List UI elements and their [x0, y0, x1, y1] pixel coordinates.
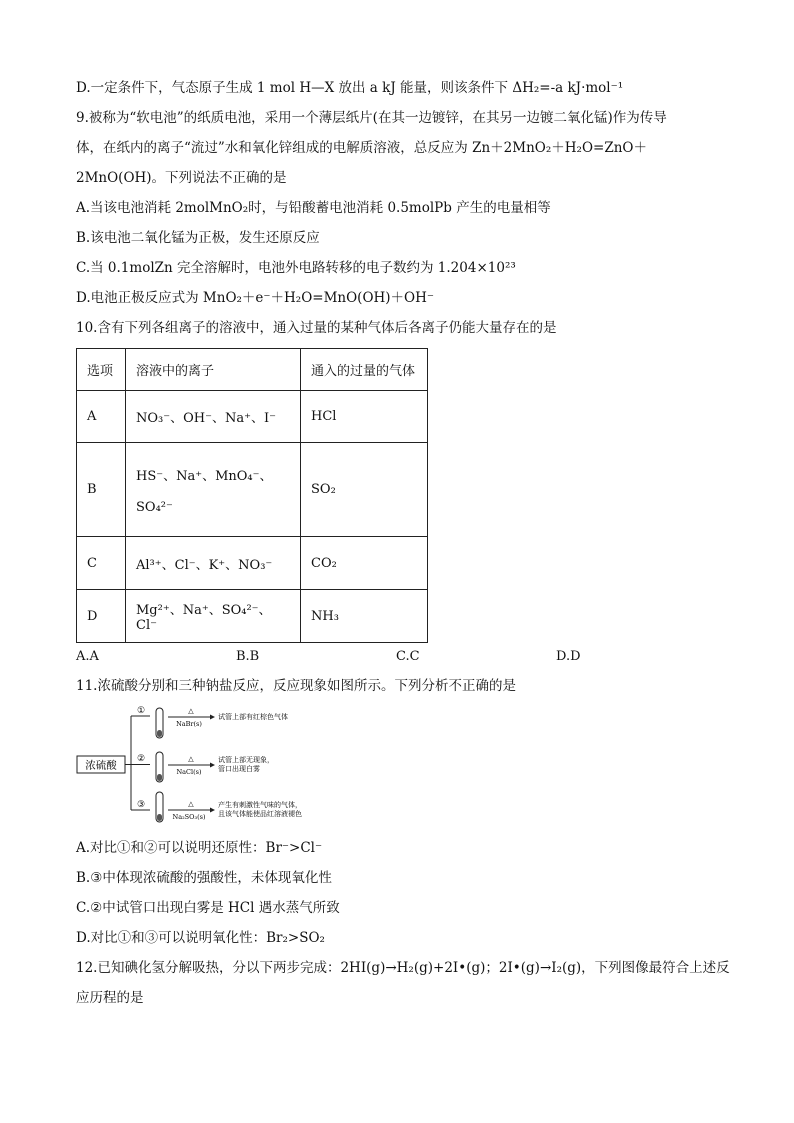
- observation-line-2: 且该气体能使品红溶液褪色: [218, 810, 302, 818]
- reagent-label: 浓硫酸: [85, 759, 117, 772]
- q11-option-b: B.③中体现浓硫酸的强酸性，未体现氧化性: [76, 870, 332, 886]
- table-row: [77, 391, 428, 443]
- row-option: B: [77, 443, 126, 537]
- answer-c: C.C: [396, 649, 420, 664]
- answer-b: B.B: [236, 649, 260, 664]
- tube-content: [157, 730, 162, 737]
- q10-table: [76, 348, 428, 643]
- observation: 试管上部无现象，: [218, 756, 274, 764]
- heat-condition: △: [188, 755, 194, 763]
- arrow-head: [210, 808, 215, 813]
- q12-stem-line-1: 12.已知碘化氢分解吸热，分以下两步完成：2HI(g)→H₂(g)+2I•(g)；2I•(g)→I₂(g)，下列图像最符合上述反: [76, 960, 730, 976]
- q9-stem-line-1: 9.被称为“软电池”的纸质电池，采用一个薄层纸片(在其一边镀锌，在其另一边镀二氧化锰)作为传导: [76, 110, 667, 126]
- row-ions: NO₃⁻、OH⁻、Na⁺、I⁻: [126, 391, 301, 443]
- header-gas: 通入的过量的气体: [301, 349, 428, 391]
- q9-option-a: A.当该电池消耗 2molMnO₂时，与铅酸蓄电池消耗 0.5molPb 产生的电量相等: [76, 200, 551, 216]
- table-row: [77, 443, 428, 537]
- row-ions: Mg²⁺、Na⁺、SO₄²⁻、Cl⁻: [126, 590, 301, 643]
- q9-option-b: B.该电池二氧化锰为正极，发生还原反应: [76, 230, 320, 246]
- row-ions: Al³⁺、Cl⁻、K⁺、NO₃⁻: [126, 537, 301, 590]
- q9-stem-line-3: 2MnO(OH)。下列说法不正确的是: [76, 170, 287, 186]
- salt-label: NaCl(s): [176, 768, 202, 776]
- heat-condition: △: [188, 707, 194, 715]
- tube-content: [157, 814, 162, 821]
- tube-content: [157, 774, 162, 781]
- q9-option-d: D.电池正极反应式为 MnO₂＋e⁻＋H₂O=MnO(OH)＋OH⁻: [76, 290, 435, 306]
- table-row: [77, 537, 428, 590]
- observation-line-2: 管口出现白雾: [218, 765, 260, 773]
- row-gas: SO₂: [301, 443, 428, 537]
- header-option: 选项: [77, 349, 126, 391]
- exam-page: [76, 78, 730, 1018]
- row-gas: CO₂: [301, 537, 428, 590]
- answer-d: D.D: [556, 649, 581, 664]
- q11-stem: 11.浓硫酸分别和三种钠盐反应，反应现象如图所示。下列分析不正确的是: [76, 678, 516, 694]
- q11-option-c: C.②中试管口出现白雾是 HCl 遇水蒸气所致: [76, 900, 340, 916]
- q9-option-c: C.当 0.1molZn 完全溶解时，电池外电路转移的电子数约为 1.204×10²³: [76, 260, 516, 276]
- row-gas: HCl: [301, 391, 428, 443]
- q11-option-a: A.对比①和②可以说明还原性：Br⁻>Cl⁻: [76, 840, 323, 856]
- q8-option-d: D.一定条件下，气态原子生成 1 mol H—X 放出 a kJ 能量，则该条件下 ΔH₂=-a kJ·mol⁻¹: [76, 80, 624, 96]
- reaction-diagram: [76, 706, 346, 824]
- q10-stem: 10.含有下列各组离子的溶液中，通入过量的某种气体后各离子仍能大量存在的是: [76, 320, 557, 336]
- arrow-head: [210, 715, 215, 720]
- q9-stem-line-2: 体，在纸内的离子“流过”水和氧化锌组成的电解质溶液，总反应为 Zn＋2MnO₂＋H₂O=ZnO＋: [76, 140, 647, 156]
- row-ions-continued: SO₄²⁻: [136, 499, 173, 515]
- branch-number: ③: [136, 800, 146, 810]
- row-option: C: [77, 537, 126, 590]
- q11-diagram: [76, 706, 716, 828]
- observation: 试管上部有红棕色气体: [218, 713, 288, 721]
- row-option: D: [77, 590, 126, 643]
- branch-number: ②: [136, 754, 146, 764]
- salt-label: Na₂SO₃(s): [172, 813, 206, 821]
- table-row: [77, 590, 428, 643]
- q10-answers: [76, 649, 716, 664]
- answer-a: A.A: [76, 649, 99, 664]
- header-ions: 溶液中的离子: [126, 349, 301, 391]
- row-ions-cell: [126, 443, 301, 537]
- q12-stem-line-2: 应历程的是: [76, 990, 144, 1006]
- row-option: A: [77, 391, 126, 443]
- row-gas: NH₃: [301, 590, 428, 643]
- q10-table-header: [77, 349, 428, 391]
- q11-option-d: D.对比①和③可以说明氧化性：Br₂>SO₂: [76, 930, 325, 946]
- branch-number: ①: [136, 706, 146, 716]
- salt-label: NaBr(s): [176, 720, 202, 728]
- arrow-head: [210, 763, 215, 768]
- row-ions: HS⁻、Na⁺、MnO₄⁻、: [136, 468, 273, 484]
- observation: 产生有刺激性气味的气体，: [218, 801, 302, 809]
- heat-condition: △: [188, 800, 194, 808]
